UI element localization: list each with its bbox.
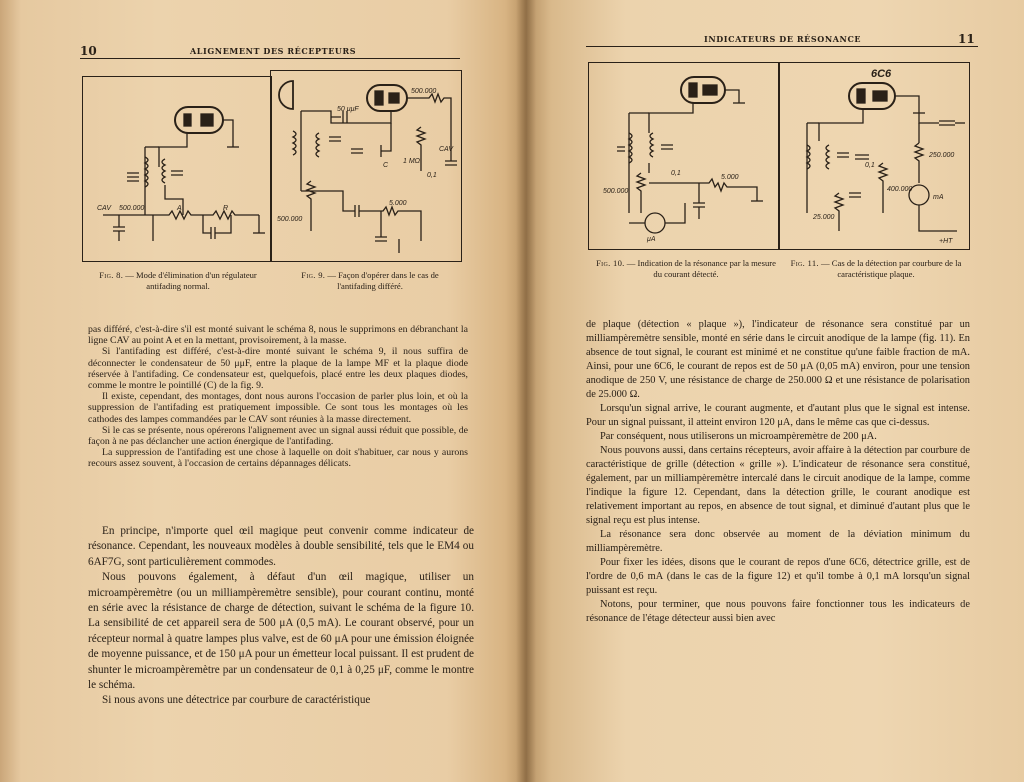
- fig11-label-resistor-2: 25.000: [813, 214, 835, 221]
- fig8-label-cav: CAV: [97, 205, 112, 212]
- running-head: INDICATEURS DE RÉSONANCE: [704, 34, 862, 44]
- figure-10-caption: [596, 258, 776, 280]
- figure-8-label: Fig. 8.: [99, 270, 124, 280]
- small-paragraph: La suppression de l'antifading est une chose à laquelle on doit s'habituer, car nous y aurons recours assez souvent, à l'occasion de certains dépannages délicats.: [88, 447, 468, 470]
- figure-9-caption: [282, 270, 458, 292]
- figure-10-caption-text: — Indication de la résonance par la mesure du courant détecté.: [626, 258, 776, 279]
- figure-11-circuit-drawing: [779, 63, 969, 249]
- fig8-label-point-a: A: [177, 205, 182, 212]
- fig10-label-resistor-2: 5.000: [721, 174, 739, 181]
- fig11-label-ht: +HT: [939, 238, 953, 245]
- figure-9-caption-text: — Façon d'opérer dans le cas de l'antifading différé.: [327, 270, 439, 291]
- fig9-label-resistor-3: 5.000: [389, 200, 407, 207]
- figure-9-schematic: [270, 70, 462, 262]
- body-paragraph: Nous pouvons aussi, dans certains récepteurs, avoir affaire à la détection par courbure de caractéristique de grille (détection « grille »). L'indicateur de résonance sera constitué, également, par un milliampèremètre intercalé dans le circuit anodique de la lampe, comme l'indique la figure 12. Cependant, dans la détection grille, le courant anodique est relativement important au repos, en absence de tout signal, et diminué d'autant plus que le signal reçu est plus intense.: [586, 445, 970, 526]
- figure-10-schematic: [588, 62, 780, 250]
- figure-9-label: Fig. 9.: [301, 270, 326, 280]
- body-text-section: [586, 318, 970, 718]
- body-paragraph: Notons, pour terminer, que nous pouvons faire fonctionner tous les indicateurs de résonance de l'étage détecteur aussi bien avec: [586, 599, 970, 624]
- body-text-section: [88, 524, 474, 724]
- fig11-label-capacitor: 0,1: [865, 162, 875, 169]
- header-rule: [80, 58, 460, 59]
- fig10-label-resistor-1: 500.000: [603, 188, 629, 195]
- small-paragraph: Si le cas se présente, nous opérerons l'alignement avec un signal aussi réduit que possible, de façon à ne pas déclancher une action énergique de l'antifading.: [88, 424, 468, 448]
- fig9-label-cav: CAV: [439, 146, 454, 153]
- figure-8-caption-text: — Mode d'élimination d'un régulateur antifading normal.: [125, 270, 257, 291]
- fig9-label-megohm: 1 MΩ: [403, 158, 420, 165]
- figure-8-circuit-drawing: [83, 77, 271, 261]
- right-page: [526, 0, 1024, 782]
- header-rule: [586, 46, 978, 47]
- body-paragraph: En principe, n'importe quel œil magique peut convenir comme indicateur de résonance. Cependant, les nouveaux modèles à double sensibilité, tels que le EM4 ou 6AF7G, sont particulièrement commodes.: [88, 525, 474, 568]
- body-paragraph: Lorsqu'un signal arrive, le courant augmente, et d'autant plus que le signal est intense. Pour un signal puissant, il atteint environ 120 μA, dans le même cas que ci-dessus.: [586, 403, 970, 428]
- figure-10-label: Fig. 10.: [596, 258, 625, 268]
- small-paragraph: Si l'antifading est différé, c'est-à-dire monté suivant le schéma 9, il nous suffira de déconnecter le condensateur de 50 μμF, entre la plaque de la lampe MF et la plaque diode réservée à l'antifading. Ce condensateur est, quelquefois, placé entre les deux plaques diodes, comme le montre le pointillé (C) de la fig. 9.: [88, 346, 468, 392]
- fig10-label-capacitor: 0,1: [671, 170, 681, 177]
- fig9-label-resistor-1: 500.000: [411, 88, 437, 95]
- figure-11-caption: [786, 258, 966, 280]
- small-paragraph: pas différé, c'est-à-dire s'il est monté suivant le schéma 8, nous le supprimons en débranchant la ligne CAV au point A et en la mettant, provisoirement, à la masse.: [88, 324, 468, 347]
- fig9-label-capacitor-2: 0,1: [427, 172, 437, 179]
- body-paragraph: Nous pouvons également, à défaut d'un œil magique, utiliser un microampèremètre (ou un milliampèremètre sensible), pour courant continu, monté en série avec la résistance de charge de détection, suivant le schéma de la figure 10. La sensibilité de cet appareil sera de 500 μA (0,5 mA). Le courant observé, pour un récepteur normal à quatre lampes plus valve, est de 60 μA pour une émission éloignée de moyenne puissance, et de 150 μA pour un émetteur local puissant. Il est prudent de shunter le microampèremètre par un condensateur de 0,1 à 0,25 μF, comme le montre le schéma.: [88, 571, 474, 692]
- page-number: 11: [958, 32, 975, 46]
- figure-10-circuit-drawing: [589, 63, 779, 249]
- fig10-label-meter: μA: [647, 236, 656, 243]
- figure-11-caption-text: — Cas de la détection par courbure de la caractéristique plaque.: [821, 258, 962, 279]
- figure-11-label: Fig. 11.: [790, 258, 819, 268]
- fig8-label-r: R: [223, 205, 229, 212]
- fig8-label-resistor: 500.000: [119, 205, 145, 212]
- fig9-label-capacitor: 50 μμF: [337, 106, 359, 113]
- running-head: ALIGNEMENT DES RÉCEPTEURS: [190, 46, 357, 56]
- figure-9-circuit-drawing: [271, 71, 461, 261]
- fig11-label-resistor-1: 250.000: [929, 152, 955, 159]
- fig11-tube-label: 6C6: [871, 68, 892, 80]
- fig11-label-resistor-3: 400.000: [887, 186, 913, 193]
- body-paragraph: La résonance sera donc observée au moment de la déviation minimum du milliampèremètre.: [586, 529, 970, 554]
- body-paragraph: de plaque (détection « plaque »), l'indicateur de résonance sera constitué par un milliampèremètre sensible, monté en série dans le circuit anodique de la lampe (fig. 11). En absence de tout signal, le courant est minimé et ne constitue qu'une faible fraction de mA. Ainsi, pour une 6C6, le courant de repos est de 50 μA (0,05 mA) environ, pour une tension anodique de 250 V, une résistance de charge de 250.000 Ω et une résistance de polarisation de 25.000 Ω.: [586, 319, 970, 400]
- figure-8-caption: [86, 270, 270, 292]
- body-paragraph: Si nous avons une détectrice par courbure de caractéristique: [102, 694, 371, 707]
- body-paragraph: Pour fixer les idées, disons que le courant de repos d'une 6C6, détectrice grille, est de l'ordre de 0,6 mA (dans le cas de la figure 12) et qu'il tombe à 0,1 mA lorsqu'un signal puissant est reçu.: [586, 557, 970, 596]
- fig9-label-c: C: [383, 162, 389, 169]
- book-gutter: [516, 0, 536, 782]
- figure-8-schematic: [82, 76, 272, 262]
- small-print-section: [88, 324, 468, 514]
- page-number: 10: [80, 44, 97, 58]
- body-paragraph: Par conséquent, nous utiliserons un microampèremètre de 200 μA.: [600, 431, 877, 442]
- figure-11-schematic: [778, 62, 970, 250]
- small-paragraph: Il existe, cependant, des montages, dont nous aurons l'occasion de parler plus loin, et où la suppression de l'antifading est pratiquement impossible. Ce sont tous les montages où les cathodes des lampes commandées par le CAV sont réunies à la masse directement.: [88, 391, 468, 425]
- fig11-label-meter: mA: [933, 194, 944, 201]
- fig9-label-resistor-2: 500.000: [277, 216, 303, 223]
